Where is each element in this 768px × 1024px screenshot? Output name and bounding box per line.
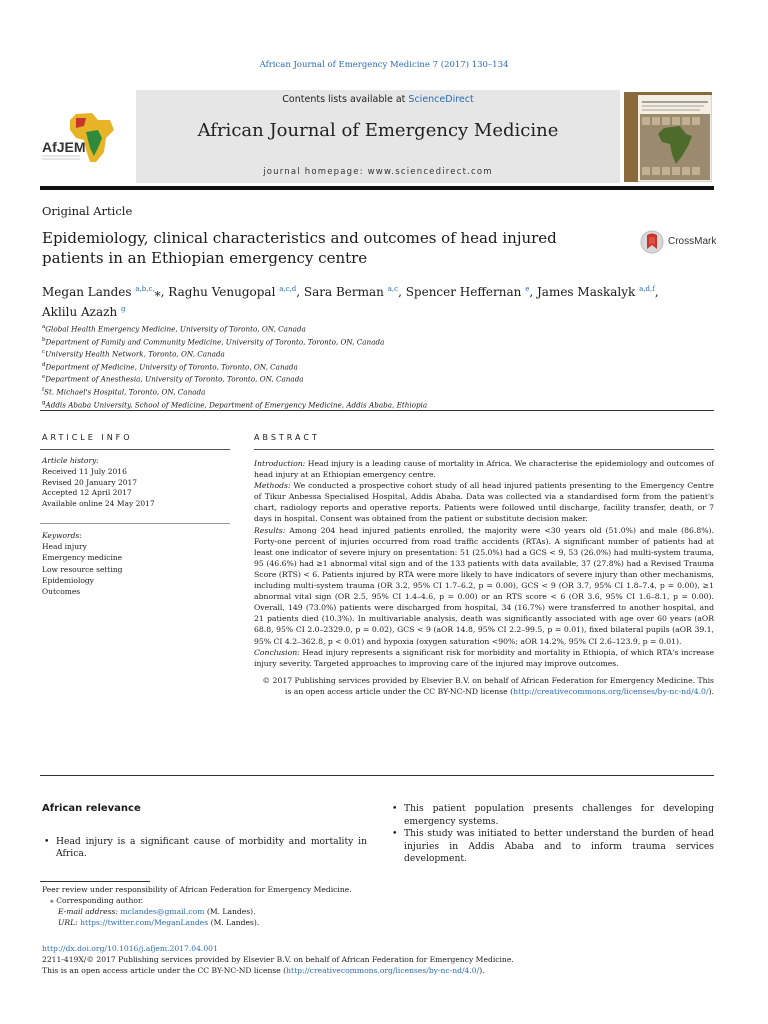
affiliation [42,360,712,373]
relevance-heading: African relevance [42,803,141,814]
affiliation-key: a [42,324,46,330]
contents-line [136,94,620,105]
crossmark-icon [640,230,664,254]
abstract-conclusion [254,647,714,669]
abstract-copyright [254,675,714,697]
section-label: Results: [254,525,286,535]
author-affiliation-marks[interactable]: a,c,d [279,285,297,293]
author-name: Megan Landes [42,285,132,299]
affiliation-text: Department of Anesthesia, University of Toronto, Toronto, ON, Canada [45,374,304,384]
author-affiliation-marks[interactable]: e [525,285,530,293]
author[interactable] [537,285,659,299]
affiliation-key: b [42,336,46,343]
author-list [42,281,712,321]
peer-review-note: Peer review under responsibility of African Federation for Emergency Medicine. [42,885,352,894]
affiliation [42,385,712,398]
relevance-bullet: • This patient population presents challenges for developing emergency systems. [390,803,714,828]
sciencedirect-link[interactable]: ScienceDirect [408,94,474,105]
keywords [42,530,232,597]
section-text: Among 204 head injured patients enrolled, the majority were <30 years old (51.0%) and male (86.8%). Forty-one percent of injuries occurred from road traffic accidents (RTAs). A significant number of patients had at least one indicator of severe injury on presentation: 51 (25.0%) had a GCS < 9, 53 (26.0%) had multi-system trauma, 95 (46.6%) had ≥1 abnormal vital sign and of the 133 patients with data available, 37 (27.8%) had a Revised Trauma Score (RTS) < 6. Patients injured by RTA were more likely to have indicators of severe injury than other mechanisms, including multi-system trauma (OR 3.2, 95% CI 1.7–6.2, p = 0.00), GCS < 9 (OR 3.7, 95% CI 1.8–7.4, p = 0.00), ≥1 abnormal vital sign (OR 2.5, 95% CI 1.4–4.6, p = 0.00) or an RTS score < 6 (OR 3.6, 95% CI 1.6–8.1, p = 0.00). Overall, 149 (73.0%) patients were discharged from hospital, 34 (16.7%) were transferred to another hospital, and 21 patients died (10.3%). In multivariable analysis, death was significantly associated with age over 60 years (aOR 68.8, 95% CI 2.0–2329.0, p = 0.02), GCS < 9 (aOR 14.8, 95% CI 2.2–99.5, p = 0.01), fixed bilateral pupils (aOR 39.1, 95% CI 4.2–362.8, p < 0.01) and hypoxia (oxygen saturation <90%; aOR 14.2%, 95% CI 2.6–123.9, p = 0.01). [254,525,714,646]
article-type: Original Article [42,204,133,218]
copyright-text: © 2017 Publishing services provided by Elsevier B.V. on behalf of African Federation for Emergency Medicine. This is an open access article under the CC BY-NC-ND license ( [262,675,714,696]
homepage-link[interactable]: www.sciencedirect.com [367,167,493,177]
abstract-results [254,525,714,647]
keyword: Epidemiology [42,575,94,585]
african-relevance [42,803,367,861]
section-text: Head injury is a leading cause of mortality in Africa. We characterise the epidemiology and outcomes of head injury at an Ethiopian emergency centre. [254,459,714,480]
masthead-rule [40,186,714,190]
keyword: Head injury [42,542,87,552]
article-title: Epidemiology, clinical characteristics and outcomes of head injured patients in an Ethiopian emergency centre [42,229,557,267]
history-item: Accepted 12 April 2017 [42,488,132,498]
author-name: James Maskalyk [536,285,636,299]
affiliation-key: c [42,349,46,356]
author-affiliation-marks[interactable]: a,d,f [639,285,655,293]
affiliation-key: f [42,386,45,393]
afjem-logo [40,108,120,170]
article-info-heading: ARTICLE INFO [42,433,133,442]
abstract-body [254,458,714,697]
oa-prefix: This is an open access article under the CC BY-NC-ND license ( [42,966,287,975]
header-rule [40,410,714,411]
section-text: We conducted a prospective cohort study of all head injured patients presenting to the Emergency Centre of Tikur Anbessa Specialised Hospital, Addis Ababa. Data was collected via a standardised form from the patient's chart, radiology reports and operative reports. Patients were followed until discharge, facility transfer, death, or 7 days in hospital. Consent was obtained from the patient or substitute decision maker. [254,481,714,524]
abstract-rule [254,449,714,450]
svg-text:AfJEM: AfJEM [42,139,86,155]
author-separator: , [398,285,406,299]
keywords-rule [40,523,230,524]
email-label: E-mail address: [58,907,121,916]
abstract-heading: ABSTRACT [254,433,320,442]
keyword: Outcomes [42,587,81,597]
homepage-prefix: journal homepage: [263,167,368,177]
author-affiliation-marks[interactable]: a,c [387,285,399,293]
crossmark-button[interactable] [640,230,720,254]
article-history [42,456,232,510]
affiliation [42,398,712,411]
affiliation-key: d [42,361,46,368]
affiliation-text: University Health Network, Toronto, ON, Canada [45,349,225,359]
twitter-link[interactable]: https://twitter.com/MeganLandes [80,918,209,927]
author-name: Raghu Venugopal [168,285,276,299]
journal-title: African Journal of Emergency Medicine [197,120,559,141]
author-separator: , [296,285,304,299]
abstract-methods [254,480,714,524]
section-label: Introduction: [254,459,306,468]
relevance-bullet: • This study was initiated to better understand the burden of head injuries in Addis Ababa and to inform trauma services development. [390,828,714,866]
author-affiliation-marks[interactable]: a,b,c, [135,285,155,293]
affiliation [42,347,712,360]
doi-link[interactable]: http://dx.doi.org/10.1016/j.afjem.2017.04.001 [42,944,218,953]
affiliation-text: Global Health Emergency Medicine, University of Toronto, ON, Canada [45,324,306,334]
author[interactable] [168,285,304,299]
section-label: Conclusion: [254,647,300,657]
affiliation-key: g [42,399,46,406]
author-separator: ⁎, [154,285,169,299]
author[interactable] [42,285,168,299]
history-item: Available online 24 May 2017 [42,499,155,509]
history-item: Revised 20 January 2017 [42,477,138,487]
keyword: Low resource setting [42,564,123,574]
journal-citation[interactable]: African Journal of Emergency Medicine 7 (2017) 130–134 [259,60,509,70]
copyright-end: ). [708,686,714,696]
journal-cover-thumbnail[interactable] [624,92,712,182]
history-label: Article history: [42,456,99,465]
license-link[interactable]: http://creativecommons.org/licenses/by-nc-nd/4.0/ [513,686,709,696]
african-relevance-continued [390,803,714,866]
footnotes [42,884,712,928]
author-name: Sara Berman [303,285,384,299]
author-name: Aklilu Azazh [42,305,118,319]
email-suffix: (M. Landes). [204,907,256,916]
url-suffix: (M. Landes). [208,918,260,927]
article-info-rule [40,449,230,450]
url-note [42,917,712,928]
url-label: URL: [58,918,81,927]
author-affiliation-marks[interactable]: g [121,305,126,313]
author-separator: , [529,285,537,299]
affiliation [42,322,712,335]
keywords-label: Keywords: [42,531,82,540]
crossmark-label: CrossMark [668,236,717,247]
section-label: Methods: [254,481,291,491]
affiliations [42,322,712,410]
author[interactable] [42,305,126,319]
email-note [42,906,712,917]
author-separator: , [654,285,659,299]
open-access-line [42,965,712,976]
keyword: Emergency medicine [42,553,123,563]
footnote-rule [40,881,150,882]
affiliation [42,335,712,348]
affiliation-text: Addis Ababa University, School of Medicine, Department of Emergency Medicine, Addis Ababa, Ethiopia [45,399,428,409]
author-name: Spencer Heffernan [405,285,522,299]
relevance-bullet: • Head injury is a significant cause of morbidity and mortality in Africa. [42,836,367,861]
abstract-bottom-rule [40,775,714,776]
affiliation-text: Department of Medicine, University of Toronto, Toronto, ON, Canada [45,362,298,372]
author[interactable] [304,285,406,299]
africa-map-icon [40,108,120,170]
email-link[interactable]: mclandes@gmail.com [120,907,205,916]
journal-homepage [136,167,620,177]
publication-info [42,943,712,976]
contents-prefix: Contents lists available at [282,94,409,105]
history-item: Received 11 July 2016 [42,466,127,476]
affiliation-text: St. Michael's Hospital, Toronto, ON, Canada [44,387,206,397]
abstract-introduction [254,458,714,480]
oa-license-link[interactable]: http://creativecommons.org/licenses/by-nc-nd/4.0/ [286,966,480,975]
affiliation-text: Department of Family and Community Medicine, University of Toronto, Toronto, ON, Canada [45,336,385,346]
author[interactable] [406,285,537,299]
issn-line: 2211-419X/© 2017 Publishing services provided by Elsevier B.V. on behalf of African Federation for Emergency Medicine. [42,955,514,964]
section-text: Head injury represents a significant risk for morbidity and mortality in Ethiopia, of which RTA's increase injury severity. Targeted approaches to improving care of the injured may improve outcomes. [254,647,714,668]
corresponding-author-note: ⁎ Corresponding author. [50,896,144,905]
oa-suffix: ). [479,966,485,975]
affiliation [42,372,712,385]
affiliation-key: e [42,374,46,381]
